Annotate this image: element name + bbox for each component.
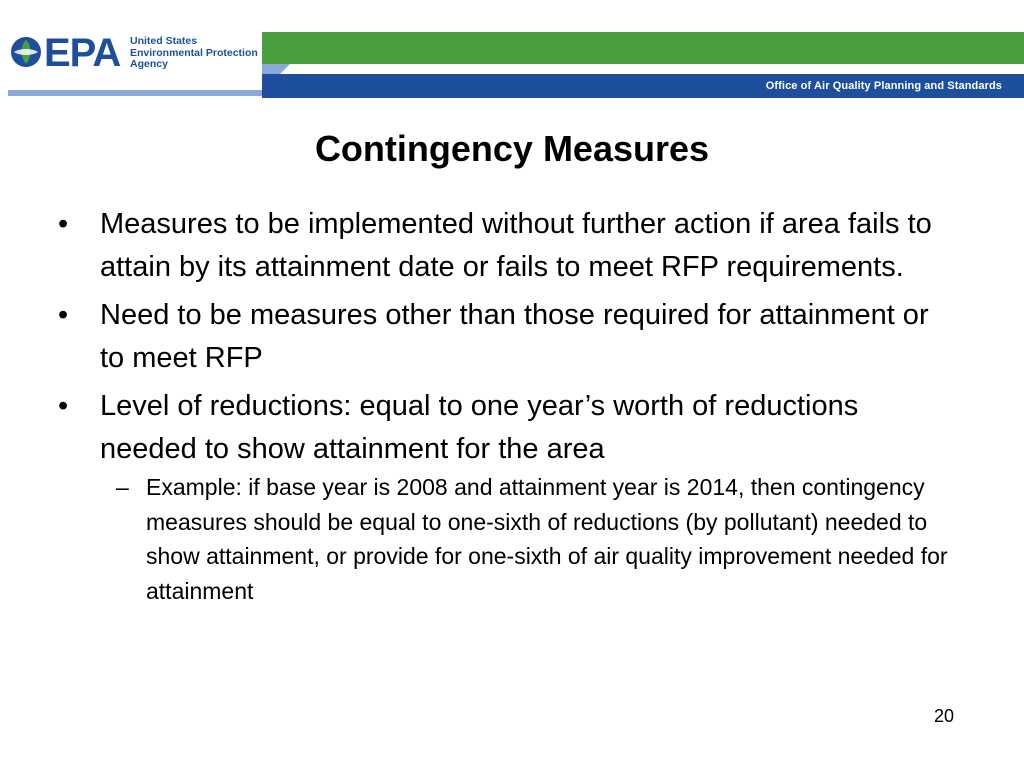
bullet-item — [58, 203, 958, 288]
header-banner — [0, 0, 1024, 100]
bullet-marker: • — [58, 390, 69, 422]
epa-logo[interactable] — [10, 30, 270, 80]
epa-wordmark: EPA — [44, 31, 121, 75]
epa-flower-icon — [10, 36, 42, 68]
sub-bullet-marker: – — [116, 474, 129, 500]
bullet-text: Measures to be implemented without further action if area fails to attain by its attainment date or fails to meet RFP requirements. — [100, 208, 932, 283]
bullet-text: Level of reductions: equal to one year’s worth of reductions needed to show attainment for the area — [100, 390, 859, 465]
bullet-item — [58, 385, 958, 470]
bullet-item — [58, 294, 958, 379]
agency-line-2: Environmental Protection — [130, 46, 258, 59]
agency-line-1: United States — [130, 35, 198, 47]
sub-bullet-text: Example: if base year is 2008 and attainment year is 2014, then contingency measures should be equal to one-sixth of reductions (by pollutant) needed to show attainment, or provide for one-sixth of air quality improvement needed for attainment — [146, 474, 948, 604]
office-name: Office of Air Quality Planning and Standards — [765, 80, 1002, 92]
agency-line-3: Agency — [130, 58, 168, 70]
bullet-text: Need to be measures other than those required for attainment or to meet RFP — [100, 299, 929, 374]
bullet-marker: • — [58, 208, 69, 240]
agency-name — [130, 36, 258, 71]
page-number: 20 — [934, 706, 955, 726]
slide-title: Contingency Measures — [314, 128, 710, 169]
sub-bullet-item — [58, 470, 958, 608]
bullet-marker: • — [58, 299, 69, 331]
bullet-list — [58, 203, 958, 608]
